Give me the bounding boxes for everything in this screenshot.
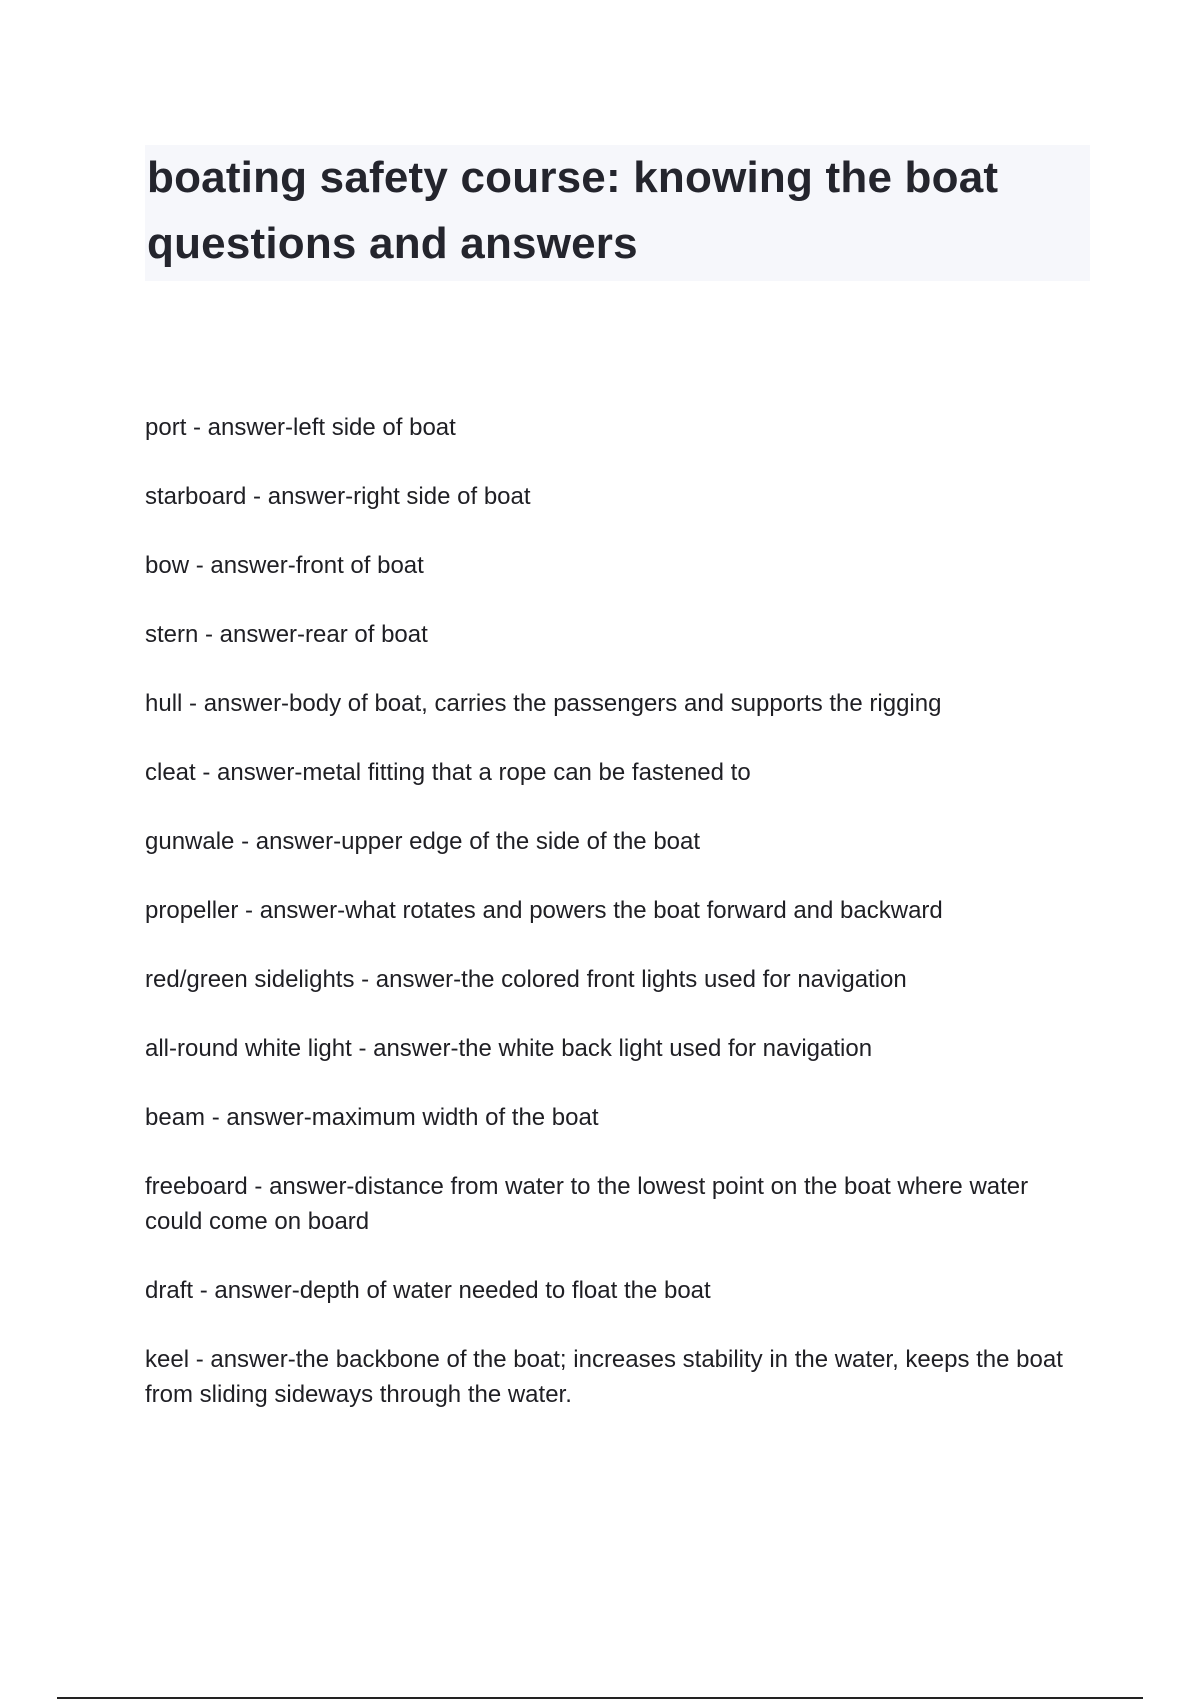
qa-item-sidelights: red/green sidelights - answer-the colored front lights used for navigation <box>145 966 907 993</box>
qa-item-white-light: all-round white light - answer-the white back light used for navigation <box>145 1035 873 1062</box>
qa-item-bow: bow - answer-front of boat <box>145 552 424 579</box>
qa-item-beam: beam - answer-maximum width of the boat <box>145 1104 599 1131</box>
qa-item-freeboard: freeboard - answer-distance from water to the lowest point on the boat where water could come on board <box>145 1173 1029 1235</box>
qa-item-draft: draft - answer-depth of water needed to float the boat <box>145 1277 711 1304</box>
qa-item-keel: keel - answer-the backbone of the boat; increases stability in the water, keeps the boat from sliding sideways through the water. <box>145 1346 1063 1408</box>
qa-item-port: port - answer-left side of boat <box>145 414 456 441</box>
qa-item-cleat: cleat - answer-metal fitting that a rope can be fastened to <box>145 759 751 786</box>
qa-item-gunwale: gunwale - answer-upper edge of the side of the boat <box>145 828 701 855</box>
qa-item-stern: stern - answer-rear of boat <box>145 621 428 648</box>
qa-item-hull: hull - answer-body of boat, carries the passengers and supports the rigging <box>145 690 942 717</box>
document-title: boating safety course: knowing the boat questions and answers <box>147 153 999 268</box>
title-banner <box>145 145 1090 281</box>
qa-item-starboard: starboard - answer-right side of boat <box>145 483 531 510</box>
bottom-divider <box>57 1697 1143 1699</box>
qa-list <box>145 410 1075 1446</box>
qa-item-propeller: propeller - answer-what rotates and powers the boat forward and backward <box>145 897 943 924</box>
